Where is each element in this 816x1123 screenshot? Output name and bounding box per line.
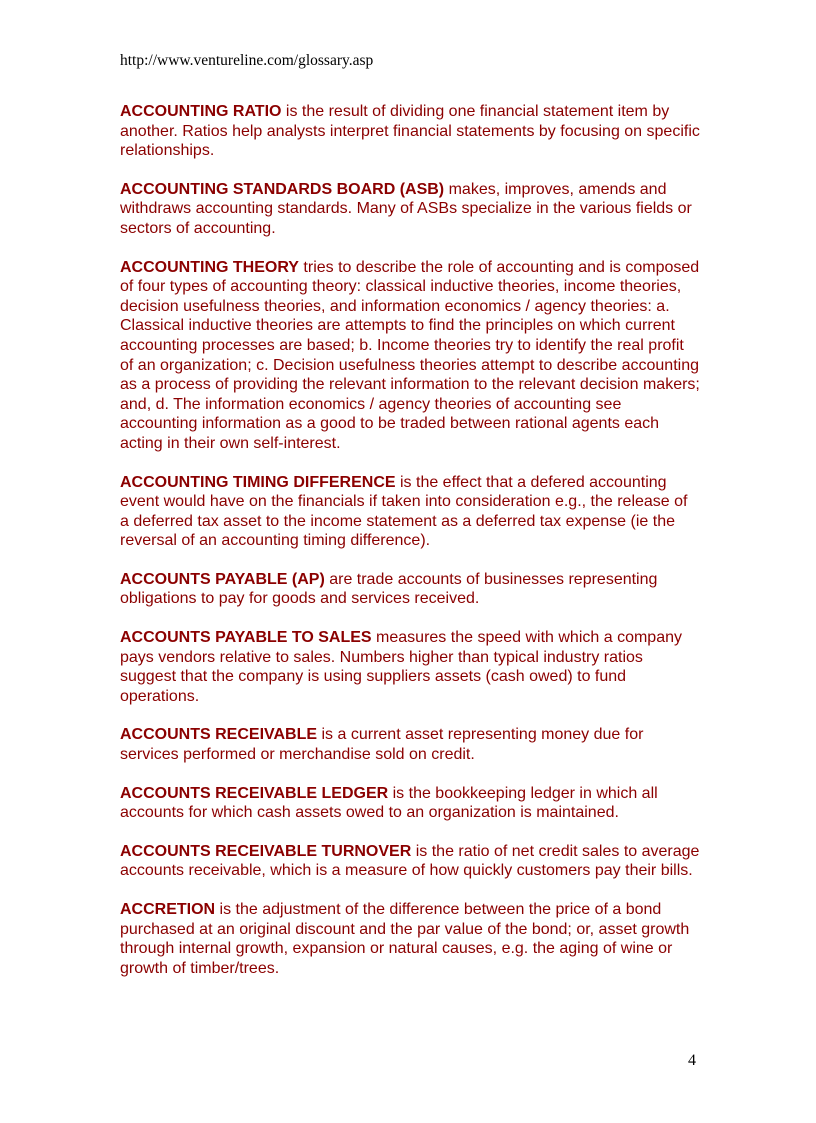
glossary-entry bbox=[120, 180, 700, 239]
glossary-term: ACCOUNTING THEORY bbox=[120, 258, 299, 276]
glossary-definition: is the result of dividing one financial statement item by another. Ratios help analysts interpret financial statements by focusing on specific relationships. bbox=[120, 103, 700, 160]
glossary-definition: is the ratio of net credit sales to average accounts receivable, which is a measure of how quickly customers pay their bills. bbox=[120, 842, 700, 880]
glossary-term: ACCRETION bbox=[120, 901, 216, 918]
glossary-entry bbox=[120, 102, 700, 161]
glossary-entry bbox=[120, 784, 700, 823]
glossary-entry bbox=[120, 628, 700, 706]
glossary-entry bbox=[120, 473, 700, 551]
glossary-definition: tries to describe the role of accounting and is composed of four types of accounting theory: classical inductive theories, income theories, decision usefulness theories, and information economics / agency theories: a. Classical inductive theories are attempts to find the principles on which current accounting processes are based; b. Income theories try to identify the real profit of an organization; c. Decision usefulness theories attempt to describe accounting as a process of providing the relevant information to the relevant decision makers; and, d. The information economics / agency theories of accounting see accounting information as a good to be traded between rational agents each acting in their own self-interest. bbox=[120, 258, 700, 452]
glossary-term: ACCOUNTS RECEIVABLE bbox=[120, 726, 318, 744]
glossary-list bbox=[120, 102, 700, 997]
glossary-entry bbox=[120, 258, 700, 454]
glossary-term: ACCOUNTS RECEIVABLE TURNOVER bbox=[120, 842, 412, 860]
glossary-definition: is the effect that a defered accounting event would have on the financials if taken into consideration e.g., the release of a deferred tax asset to the income statement as a deferred tax expense (ie the reversal of an accounting timing difference). bbox=[120, 473, 688, 550]
page-header-url: http://www.ventureline.com/glossary.asp bbox=[120, 52, 374, 69]
glossary-term: ACCOUNTS PAYABLE (AP) bbox=[120, 570, 325, 588]
glossary-definition: is the adjustment of the difference between the price of a bond purchased at an original discount and the par value of the bond; or, asset growth through internal growth, expansion or natural causes, e.g. the aging of wine or growth of timber/trees. bbox=[120, 901, 690, 977]
glossary-definition: are trade accounts of businesses representing obligations to pay for goods and services received. bbox=[120, 570, 658, 608]
glossary-term: ACCOUNTING STANDARDS BOARD (ASB) bbox=[120, 180, 445, 198]
glossary-definition: makes, improves, amends and withdraws accounting standards. Many of ASBs specialize in the various fields or sectors of accounting. bbox=[120, 180, 692, 237]
glossary-term: ACCOUNTING RATIO bbox=[120, 103, 282, 120]
page-number: 4 bbox=[688, 1052, 696, 1069]
glossary-entry bbox=[120, 725, 700, 764]
glossary-definition: is the bookkeeping ledger in which all accounts for which cash assets owed to an organization is maintained. bbox=[120, 784, 658, 822]
glossary-term: ACCOUNTING TIMING DIFFERENCE bbox=[120, 473, 396, 491]
glossary-term: ACCOUNTS RECEIVABLE LEDGER bbox=[120, 784, 389, 802]
glossary-definition: is a current asset representing money due for services performed or merchandise sold on credit. bbox=[120, 726, 644, 764]
glossary-term: ACCOUNTS PAYABLE TO SALES bbox=[120, 629, 372, 647]
glossary-definition: measures the speed with which a company pays vendors relative to sales. Numbers higher than typical industry ratios suggest that the company is using suppliers assets (cash owed) to fund operations. bbox=[120, 629, 682, 705]
glossary-entry bbox=[120, 842, 700, 881]
glossary-entry bbox=[120, 900, 700, 978]
glossary-entry bbox=[120, 570, 700, 609]
